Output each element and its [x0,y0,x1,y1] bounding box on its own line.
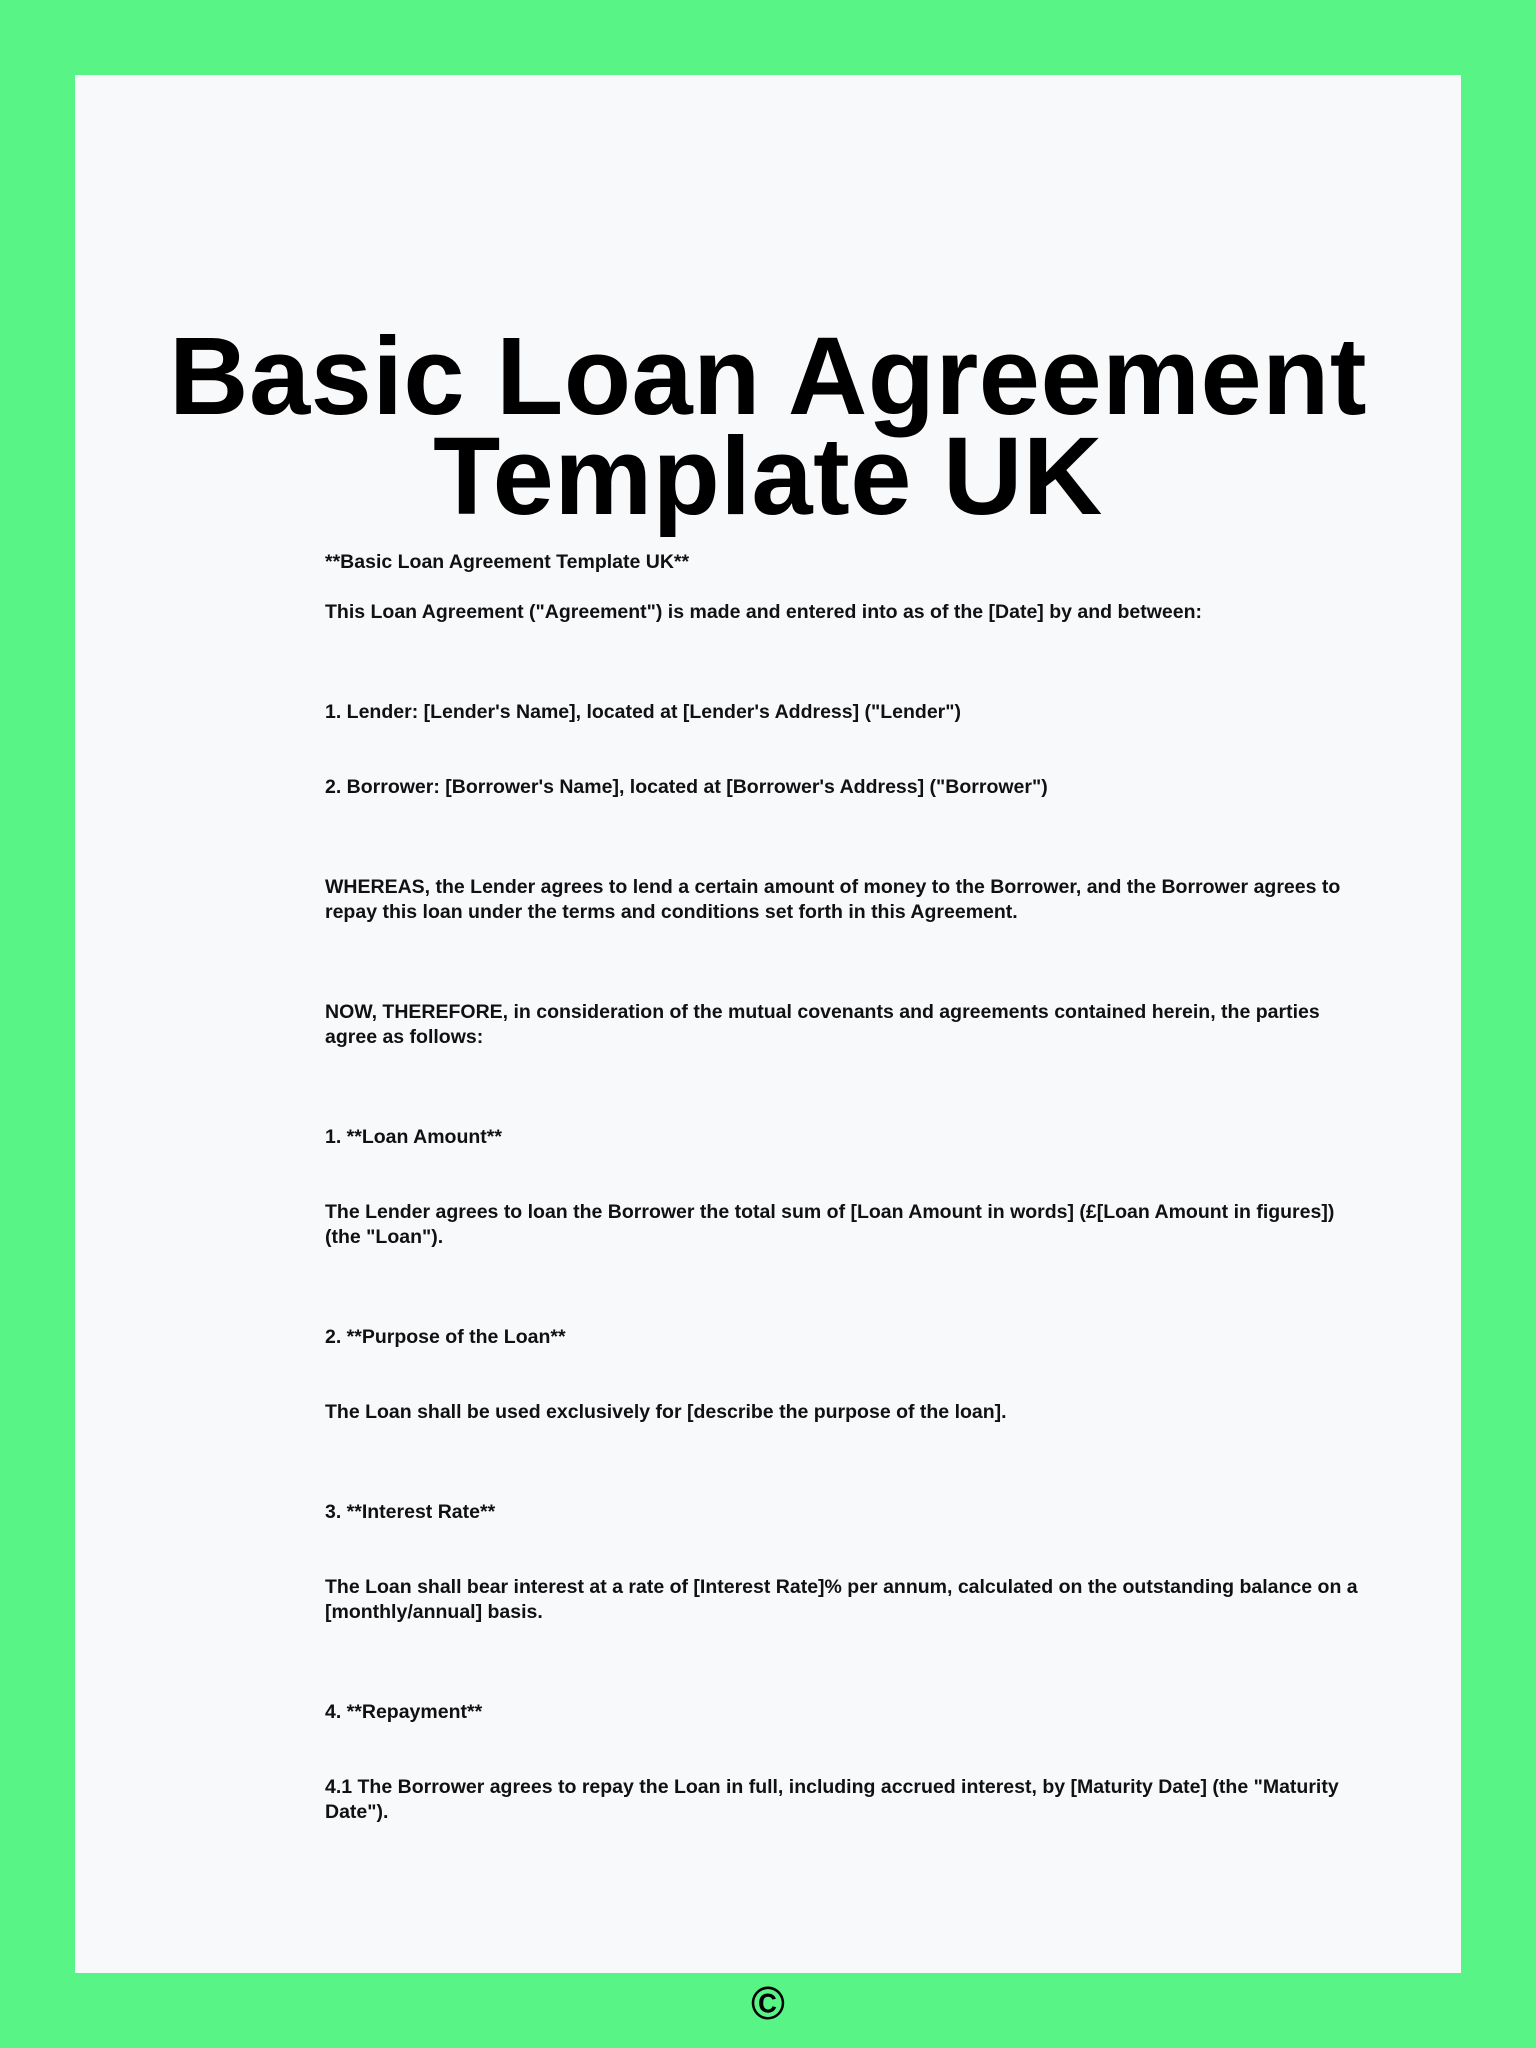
whereas-paragraph: WHEREAS, the Lender agrees to lend a certain amount of money to the Borrower, and the Borrower agrees to repay this loan under the terms and conditions set forth in this Agreement. [325,876,1341,923]
interest-rate-paragraph: The Loan shall bear interest at a rate of [Interest Rate]% per annum, calculated on the outstanding balance on a [monthly/annual] basis. [325,1576,1358,1623]
purpose-paragraph: The Loan shall be used exclusively for [describe the purpose of the loan]. [325,1401,1007,1423]
document-page [75,75,1461,2029]
now-therefore-paragraph: NOW, THEREFORE, in consideration of the mutual covenants and agreements contained herein, the parties agree as follows: [325,1001,1320,1048]
title-line-1: Basic Loan Agreement [169,315,1367,438]
loan-amount-paragraph: The Lender agrees to loan the Borrower the total sum of [Loan Amount in words] (£[Loan Amount in figures]) (the "Loan"). [325,1201,1335,1248]
section-heading-loan-amount: 1. **Loan Amount** [325,1126,502,1148]
repayment-paragraph: 4.1 The Borrower agrees to repay the Loan in full, including accrued interest, by [Maturity Date] (the "Maturity Date"). [325,1776,1339,1823]
document-title [75,315,1461,538]
doc-heading-text: **Basic Loan Agreement Template UK** [325,551,690,573]
intro-paragraph: This Loan Agreement ("Agreement") is made and entered into as of the [Date] by and between: [325,601,1202,623]
title-line-2: Template UK [433,415,1103,538]
lender-line: 1. Lender: [Lender's Name], located at [Lender's Address] ("Lender") [325,701,962,723]
section-heading-purpose: 2. **Purpose of the Loan** [325,1326,566,1348]
section-heading-interest-rate: 3. **Interest Rate** [325,1501,496,1523]
section-heading-repayment: 4. **Repayment** [325,1701,483,1723]
borrower-line: 2. Borrower: [Borrower's Name], located at [Borrower's Address] ("Borrower") [325,776,1048,798]
copyright-icon: © [751,1977,785,2029]
